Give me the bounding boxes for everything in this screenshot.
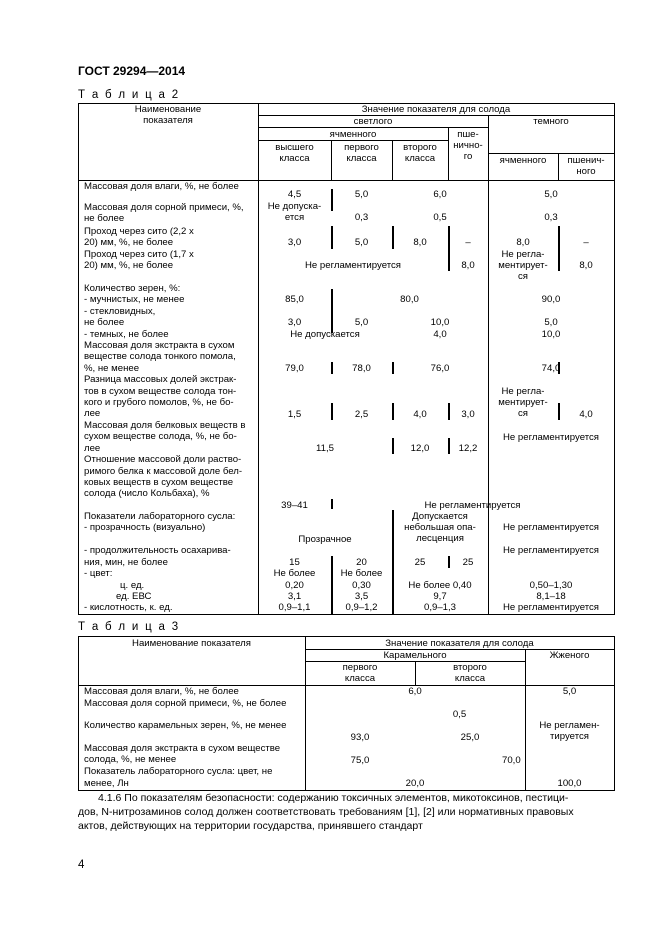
label: не более <box>84 317 125 328</box>
t3-head-roasted: Жженого <box>549 650 590 661</box>
cell: Не допускается <box>290 329 360 340</box>
cell: Не регла- ментирует- ся <box>498 249 548 282</box>
cell: 4,0 <box>433 329 447 340</box>
cell: 5,0 <box>544 317 558 328</box>
cell: 2,5 <box>354 409 369 420</box>
label: - мучнистых, не менее <box>84 294 185 305</box>
cell: 8,1–18 <box>536 591 566 602</box>
cell: 0,9–1,3 <box>423 602 456 613</box>
label: - цвет: <box>84 568 113 579</box>
t3-head-name: Наименование показателя <box>132 638 251 649</box>
t2-head-light: светлого <box>353 116 393 127</box>
cell: 0,9–1,1 <box>278 602 311 613</box>
cell: 3,0 <box>287 237 302 248</box>
cell: Прозрачное <box>298 534 352 545</box>
label: Массовая доля белковых веществ в <box>84 420 246 431</box>
cell: 3,0 <box>287 317 302 328</box>
cell: 3,1 <box>287 591 302 602</box>
t3-head-first: первого класса <box>342 662 378 684</box>
t2-head-dark-wheat: пшенич- ного <box>567 155 605 177</box>
t2-head-class-1: высшего класса <box>275 142 314 164</box>
cell: 5,0 <box>354 189 369 200</box>
t2-head-dark-barley: ячменного <box>499 155 547 166</box>
label: ц. ед. <box>120 580 145 591</box>
cell: Не регламентируется <box>502 432 600 443</box>
label: Количество зерен, %: <box>84 283 181 294</box>
label: ковых веществ в сухом веществе <box>84 477 234 488</box>
cell: 0,50–1,30 <box>529 580 573 591</box>
cell: 8,0 <box>413 237 427 248</box>
label: - темных, не более <box>84 329 169 340</box>
cell: 4,0 <box>413 409 427 420</box>
cell: 10,0 <box>541 329 561 340</box>
cell: 15 <box>289 557 300 568</box>
label: солода (число Кольбаха), % <box>84 488 210 499</box>
label: - стекловидных, <box>84 306 156 317</box>
document-id: ГОСТ 29294—2014 <box>78 64 186 78</box>
cell: 0,9–1,2 <box>345 602 378 613</box>
label: Разница массовых долей экстрак- <box>84 374 237 385</box>
cell: 6,0 <box>433 189 447 200</box>
cell: 39–41 <box>281 500 308 511</box>
t3-head-second: второго класса <box>453 662 487 684</box>
t2-head-name: Наименование показателя <box>134 104 202 126</box>
cell: 3,5 <box>354 591 369 602</box>
label: Количество карамельных зерен, %, не менее <box>84 720 287 731</box>
cell: 0,5 <box>433 212 447 223</box>
cell: 70,0 <box>502 755 521 766</box>
label: не более <box>84 213 125 224</box>
label: Проход через сито (1,7 х <box>84 249 194 260</box>
label: Отношение массовой доли раство- <box>84 454 242 465</box>
cell: 20 <box>356 557 367 568</box>
cell: 0,20 <box>285 580 304 591</box>
label: ния, мин, не более <box>84 557 168 568</box>
cell: 5,0 <box>544 189 558 200</box>
cell: 93,0 <box>350 732 370 743</box>
cell: 76,0 <box>430 363 450 374</box>
table-3-caption: Т а б л и ц а 3 <box>78 621 180 633</box>
cell: 79,0 <box>285 363 304 374</box>
cell: Не регламентируется <box>502 602 600 613</box>
cell: 90,0 <box>541 294 561 305</box>
cell: 0,5 <box>452 709 467 720</box>
cell: 75,0 <box>350 755 370 766</box>
label: - продолжительность осахарива- <box>84 545 231 556</box>
cell: 12,2 <box>458 443 478 454</box>
label: кого и грубого помолов, %, не бо- <box>84 397 234 408</box>
t2-head-dark: темного <box>533 116 569 127</box>
cell: 12,0 <box>410 443 430 454</box>
label: - кислотность, к. ед. <box>84 602 173 613</box>
label: Массовая доля экстракта в сухом <box>84 340 235 351</box>
cell: 25 <box>414 557 426 568</box>
table-2-caption: Т а б л и ц а 2 <box>78 89 180 101</box>
cell: 8,0 <box>516 237 530 248</box>
label: 20) мм, %, не более <box>84 237 174 248</box>
cell: 4,5 <box>287 189 302 200</box>
cell: 85,0 <box>285 294 304 305</box>
t2-head-wheat-light: пше- нично- го <box>453 129 483 162</box>
label: Массовая доля сорной примеси, %, не более <box>84 698 287 709</box>
cell: Не регламентируется <box>502 522 600 533</box>
cell: 25 <box>462 557 474 568</box>
cell: Не более 0,40 <box>408 580 472 591</box>
cell: 20,0 <box>405 778 425 789</box>
cell: – <box>465 237 471 248</box>
cell: Не более <box>273 568 316 579</box>
cell: 100,0 <box>557 778 582 789</box>
cell: 0,30 <box>352 580 371 591</box>
cell: Не регламен- тируется <box>539 720 600 742</box>
label: тов в сухом веществе солода тон- <box>84 386 237 397</box>
safety-paragraph: 4.1.6 По показателям безопасности: содержанию токсичных элементов, микотоксинов, пестици- дов, N-нитрозаминов солод должен соответствовать требованиям [1], [2] или нормативных правовых актов, действующих на территории государства, принявшего стандарт <box>78 792 574 832</box>
cell: Не регламентируется <box>502 545 600 556</box>
cell: 11,5 <box>316 443 334 454</box>
cell: 3,0 <box>461 409 475 420</box>
label: римого белка к массовой доле бел- <box>84 466 243 477</box>
cell: 9,7 <box>433 591 447 602</box>
cell: 8,0 <box>461 260 475 271</box>
cell: – <box>583 237 589 248</box>
label: 20) мм, %, не более <box>84 260 174 271</box>
t2-head-class-2: первого класса <box>344 142 379 164</box>
label: лее <box>84 408 101 419</box>
label: Массовая доля сорной примеси, %, <box>84 202 244 213</box>
cell: 6,0 <box>408 686 422 697</box>
label: веществе солода тонкого помола, <box>84 351 236 362</box>
label: Массовая доля влаги, %, не более <box>84 686 239 697</box>
label: ед. ЕВС <box>116 591 152 602</box>
cell: Не более <box>340 568 383 579</box>
cell: 5,0 <box>354 237 369 248</box>
cell: 74,0 <box>541 363 561 374</box>
t2-head-value: Значение показателя для солода <box>361 104 511 115</box>
page-number: 4 <box>78 859 85 871</box>
cell: 1,5 <box>287 409 302 420</box>
label: менее, Лн <box>84 778 129 789</box>
cell: 5,0 <box>354 317 369 328</box>
label: Показатели лабораторного сусла: <box>84 511 236 522</box>
label: Массовая доля экстракта в сухом веществе <box>84 743 281 754</box>
label: - прозрачность (визуально) <box>84 522 206 533</box>
cell: Не регламентируется <box>424 500 521 511</box>
cell: 10,0 <box>430 317 450 328</box>
cell: 5,0 <box>562 686 577 697</box>
cell: 25,0 <box>460 732 480 743</box>
cell: 0,3 <box>544 212 558 223</box>
label: Массовая доля влаги, %, не более <box>84 181 239 192</box>
label: солода, %, не менее <box>84 754 177 765</box>
t2-head-barley: ячменного <box>329 129 377 140</box>
cell: Допускается небольшая опа- лесценция <box>404 511 476 544</box>
label: сухом веществе солода, %, не бо- <box>84 431 237 442</box>
cell: Не регламентируется <box>304 260 402 271</box>
cell: Не регла- ментирует- ся <box>498 386 548 419</box>
label: Проход через сито (2,2 х <box>84 226 194 237</box>
cell: 80,0 <box>400 294 419 305</box>
t2-head-class-3: второго класса <box>403 142 437 164</box>
cell: Не допуска- ется <box>267 201 322 223</box>
cell: 0,3 <box>354 212 369 223</box>
label: %, не менее <box>84 363 140 374</box>
cell: 78,0 <box>352 363 371 374</box>
t3-head-caramel: Карамельного <box>383 650 447 661</box>
t3-head-value: Значение показателя для солода <box>385 638 534 649</box>
label: Показатель лабораторного сусла: цвет, не <box>84 766 273 777</box>
cell: 4,0 <box>579 409 593 420</box>
cell: 8,0 <box>579 260 593 271</box>
label: лее <box>84 443 101 454</box>
